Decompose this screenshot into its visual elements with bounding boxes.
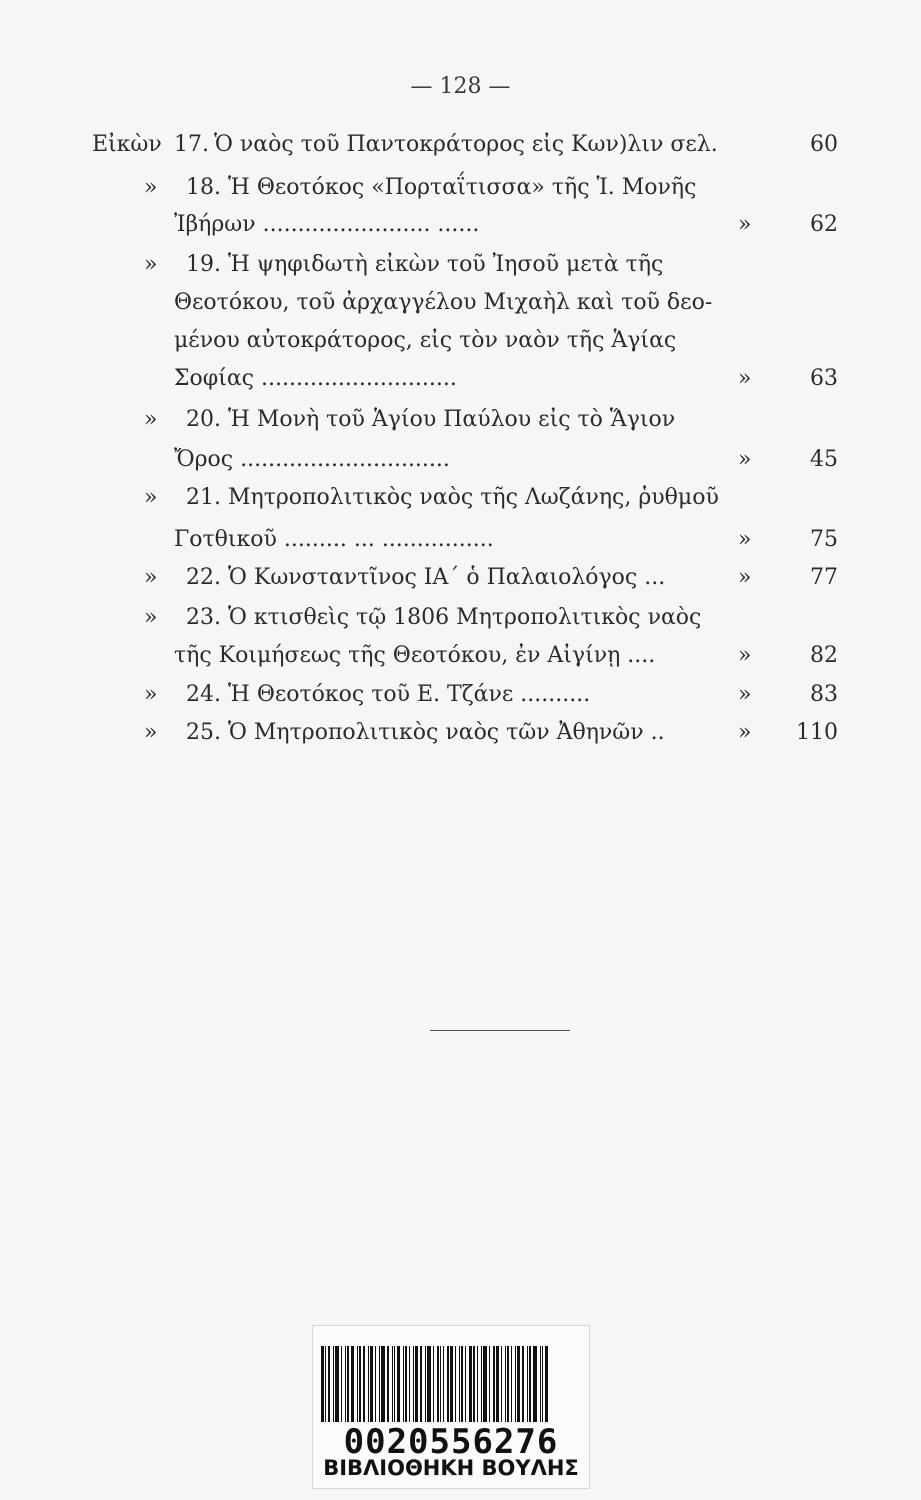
barcode-bar [527, 1346, 528, 1422]
barcode-bar [477, 1346, 478, 1422]
figure-number: 19. [186, 252, 221, 277]
ditto-mark: » [144, 565, 158, 590]
entry-title: μένου αὐτοκράτορος, εἰς τὸν ναὸν τῆς Ἁγίας [174, 328, 677, 353]
barcode-bar [529, 1346, 531, 1422]
barcode-bar [420, 1346, 422, 1422]
barcode-bar [433, 1346, 434, 1422]
barcode-bar [501, 1346, 502, 1422]
barcode-bar [461, 1346, 463, 1422]
barcode-bar [447, 1346, 449, 1422]
page-reference: 63 [810, 366, 838, 391]
entry-title: Ὄρος .............................. [174, 447, 450, 472]
entry-title: Σοφίας ............................ [174, 366, 457, 391]
ditto-mark: » [144, 407, 158, 432]
barcode-bar [481, 1346, 482, 1422]
barcode-number: 0020556276 [343, 1422, 559, 1462]
entry-title: Ὁ κτισθεὶς τῷ 1806 Μητροπολιτικὸς ναὸς [228, 605, 702, 630]
page-reference: 77 [810, 565, 838, 590]
page-ditto-mark: » [738, 565, 752, 590]
barcode-bar [443, 1346, 444, 1422]
figure-number: 24. [186, 682, 221, 707]
barcode-bar [351, 1346, 354, 1422]
entry-title: Ἡ Θεοτόκος τοῦ Ε. Τζάνε .......... [228, 682, 591, 707]
barcode-bar [493, 1346, 495, 1422]
page-reference: 62 [810, 212, 838, 237]
entry-title: Μητροπολιτικὸς ναὸς τῆς Λωζάνης, ῥυθμοῦ [228, 485, 719, 510]
barcode-bar [450, 1346, 453, 1422]
barcode-library-label: ΒΙΒΛΙΟΘΗΚΗ ΒΟΥΛΗΣ [323, 1456, 579, 1480]
barcode-bar [381, 1346, 385, 1422]
barcode-bar [397, 1346, 400, 1422]
barcode-bar [522, 1346, 524, 1422]
barcode-bar [413, 1346, 414, 1422]
ditto-mark: » [144, 605, 158, 630]
barcode-bar [394, 1346, 395, 1422]
barcode-bar [489, 1346, 490, 1422]
barcode-bar [409, 1346, 410, 1422]
barcode-bar [483, 1346, 487, 1422]
barcode-bar [345, 1346, 346, 1422]
page-reference: 45 [810, 447, 838, 472]
figure-number: 20. [186, 407, 221, 432]
barcode-bar [403, 1346, 404, 1422]
barcode-bar [505, 1346, 506, 1422]
library-barcode-sticker [312, 1325, 590, 1489]
barcode-bar [542, 1346, 543, 1422]
barcode-bar [440, 1346, 441, 1422]
barcode-bar [455, 1346, 456, 1422]
barcode-bar [370, 1346, 373, 1422]
page-reference: 83 [810, 682, 838, 707]
barcode-bar [533, 1346, 537, 1422]
barcode-bar [321, 1346, 324, 1422]
page-reference: 75 [810, 527, 838, 552]
barcode-bar [368, 1346, 369, 1422]
barcode-bar [545, 1346, 548, 1422]
entry-title: Ὁ Κωνσταντῖνος ΙΑ΄ ὁ Παλαιολόγος ... [228, 565, 666, 590]
entry-title: Ἡ Μονὴ τοῦ Ἁγίου Παύλου εἰς τὸ Ἅγιον [228, 407, 676, 432]
figure-number: 17. [174, 132, 209, 157]
barcode-bar [517, 1346, 520, 1422]
barcode-bar [375, 1346, 376, 1422]
barcode-bar [359, 1346, 361, 1422]
barcode-bar [387, 1346, 389, 1422]
divider-rule [430, 1030, 570, 1031]
entry-title: Ἰβήρων ........................ ...... [174, 212, 480, 237]
figure-number: 25. [186, 720, 221, 745]
barcode-bar [507, 1346, 509, 1422]
barcode-bar [459, 1346, 460, 1422]
figure-label: Εἰκὼν [92, 132, 162, 157]
barcode-bar [515, 1346, 516, 1422]
page-number: — 128 — [410, 74, 511, 99]
page-ditto-mark: » [738, 682, 752, 707]
page-ditto-mark: » [738, 366, 752, 391]
barcode-bar [465, 1346, 466, 1422]
barcode-bar [341, 1346, 342, 1422]
barcode-bar [425, 1346, 426, 1422]
barcode-bar [540, 1346, 541, 1422]
barcode-bar [333, 1346, 334, 1422]
figure-number: 18. [186, 175, 221, 200]
barcode-bar [357, 1346, 358, 1422]
barcode-bar [469, 1346, 472, 1422]
barcode-bar [328, 1346, 330, 1422]
barcode-bar [392, 1346, 393, 1422]
ditto-mark: » [144, 252, 158, 277]
barcode-bar [496, 1346, 499, 1422]
page-ditto-mark: » [738, 527, 752, 552]
page-reference: 110 [796, 720, 838, 745]
page-reference: 60 [810, 132, 838, 157]
entry-title: Γοτθικοῦ ......... ... ................ [174, 527, 494, 552]
entry-title: Θεοτόκου, τοῦ ἀρχαγγέλου Μιχαὴλ καὶ τοῦ δεο- [174, 290, 713, 315]
figure-number: 21. [186, 485, 221, 510]
barcode-bar [379, 1346, 380, 1422]
page-ditto-mark: » [738, 643, 752, 668]
ditto-mark: » [144, 720, 158, 745]
barcode-bar [473, 1346, 475, 1422]
barcode-bar [347, 1346, 349, 1422]
entry-title: Ἡ Θεοτόκος «Πορταΐτισσα» τῆς Ἱ. Μονῆς [228, 175, 697, 200]
entry-title: τῆς Κοιμήσεως τῆς Θεοτόκου, ἐν Αἰγίνῃ .... [174, 643, 656, 668]
barcode-bar [437, 1346, 439, 1422]
ditto-mark: » [144, 175, 158, 200]
entry-title: Ἡ ψηφιδωτὴ εἰκὼν τοῦ Ἰησοῦ μετὰ τῆς [228, 252, 664, 277]
barcode-bar [363, 1346, 365, 1422]
ditto-mark: » [144, 485, 158, 510]
entry-title: Ὁ Μητροπολιτικὸς ναὸς τῶν Ἀθηνῶν .. [228, 720, 665, 745]
figure-number: 23. [186, 605, 221, 630]
barcode-bar [405, 1346, 407, 1422]
barcode-bar [325, 1346, 326, 1422]
ditto-mark: » [144, 682, 158, 707]
barcode-bar [335, 1346, 339, 1422]
barcode-bar [511, 1346, 512, 1422]
barcode-icon [321, 1346, 579, 1422]
page-reference: 82 [810, 643, 838, 668]
figure-number: 22. [186, 565, 221, 590]
barcode-bar [427, 1346, 431, 1422]
page-ditto-mark: » [738, 447, 752, 472]
page-ditto-mark: » [738, 212, 752, 237]
entry-title: Ὁ ναὸς τοῦ Παντοκράτορος εἰς Κων)λιν σελ. [214, 132, 718, 157]
barcode-bar [415, 1346, 418, 1422]
page-ditto-mark: » [738, 720, 752, 745]
